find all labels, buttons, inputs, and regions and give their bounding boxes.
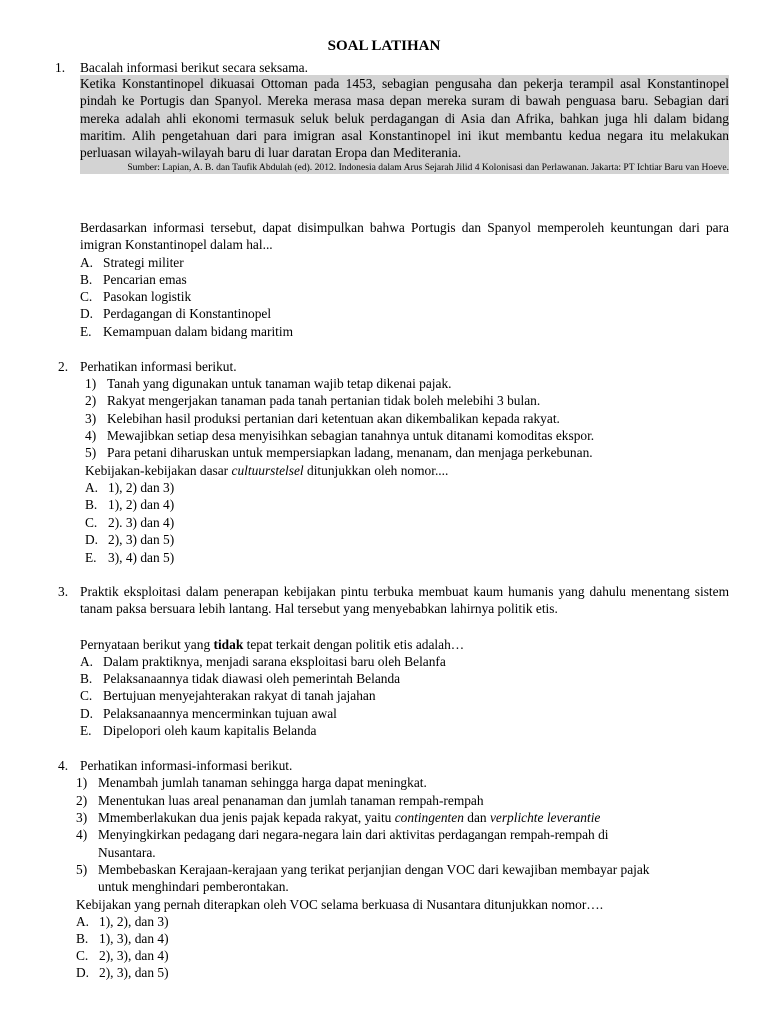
item-text: Tanah yang digunakan untuk tanaman wajib tetap dikenai pajak. <box>107 376 452 391</box>
q2-option-e[interactable] <box>85 549 174 566</box>
option-text: Dipelopori oleh kaum kapitalis Belanda <box>103 723 317 738</box>
item-text-pre: Mmemberlakukan dua jenis pajak kepada rakyat, yaitu <box>98 810 395 825</box>
option-text: 2). 3) dan 4) <box>108 515 175 530</box>
q2-number: 2. <box>58 359 69 374</box>
option-letter: A. <box>80 255 94 270</box>
q1-passage: Ketika Konstantinopel dikuasai Ottoman pada 1453, sebagian pengusaha dan pekerja terampil asal Konstantinopel pindah ke Portugis dan Spanyol. Mereka merasa masa depan mereka suram di bawah penguasa baru. Sebagian dari mereka adalah ahli ekonomi termasuk seluk beluk perdagangan di Asia dan Afrika, bahkan juga hli dalam bidang maritim. Alih pengetahuan dari para imigran asal Konstantinopel ini ikut membantu kedua negara itu melakukan perluasan wilayah-wilayah baru di luar daratan Eropa dan Mediterania. <box>80 76 729 161</box>
q4-option-b[interactable] <box>76 930 169 947</box>
option-letter: C. <box>85 515 98 530</box>
option-letter: A. <box>85 480 99 495</box>
option-letter: C. <box>80 289 93 304</box>
q2-option-b[interactable] <box>85 496 174 513</box>
item-term-1: contingenten <box>394 810 464 825</box>
q2-item-1 <box>85 375 452 392</box>
item-text: Membebaskan Kerajaan-kerajaan yang terikat perjanjian dengan VOC dari kewajiban membayar pajak <box>98 862 650 877</box>
q4-option-d[interactable] <box>76 964 169 981</box>
item-number: 4) <box>85 428 97 443</box>
q4-item-5 <box>76 861 650 878</box>
q4-question: Kebijakan yang pernah diterapkan oleh VOC selama berkuasa di Nusantara ditunjukkan nomor…. <box>76 897 604 912</box>
item-text-mid: dan <box>463 810 490 825</box>
option-text: 1), 2), dan 3) <box>99 914 169 929</box>
option-letter: D. <box>80 706 94 721</box>
q1-option-e[interactable] <box>80 323 293 340</box>
item-number: 4) <box>76 827 88 842</box>
option-letter: E. <box>80 324 92 339</box>
q2-question-post: ditunjukkan oleh nomor.... <box>303 463 449 478</box>
q2-item-2 <box>85 392 540 409</box>
q4-item-4 <box>76 826 609 843</box>
option-text: Pencarian emas <box>103 272 187 287</box>
option-text: Strategi militer <box>103 255 184 270</box>
option-text: Pelaksanaannya mencerminkan tujuan awal <box>103 706 337 721</box>
option-letter: E. <box>80 723 92 738</box>
q1-question: Berdasarkan informasi tersebut, dapat disimpulkan bahwa Portugis dan Spanyol memperoleh keuntungan dari para imigran Konstantinopel dalam hal... <box>80 220 729 253</box>
item-text: Menambah jumlah tanaman sehingga harga dapat meningkat. <box>98 775 427 790</box>
item-text: Rakyat mengerjakan tanaman pada tanah pertanian tidak boleh melebihi 3 bulan. <box>107 393 541 408</box>
q1-option-c[interactable] <box>80 288 191 305</box>
item-term-2: verplichte leverantie <box>489 810 601 825</box>
option-text: 2), 3), dan 5) <box>99 965 169 980</box>
item-text: Menentukan luas areal penanaman dan jumlah tanaman rempah-rempah <box>98 793 484 808</box>
q3-question-emphasis: tidak <box>213 637 244 652</box>
item-text: Menyingkirkan pedagang dari negara-negara lain dari aktivitas perdagangan rempah-rempah di <box>98 827 609 842</box>
q3-statement: Praktik eksploitasi dalam penerapan kebijakan pintu terbuka membuat kaum humanis yang dahulu menentang sistem tanam paksa bersuara lebih lantang. Hal tersebut yang menyebabkan lahirnya politik etis. <box>80 584 729 617</box>
q1-instruction: Bacalah informasi berikut secara seksama. <box>80 60 308 75</box>
q4-item-5-cont: untuk menghindari pemberontakan. <box>98 879 289 894</box>
page-title: SOAL LATIHAN <box>327 38 441 54</box>
q2-item-4 <box>85 427 594 444</box>
q2-question <box>85 462 448 479</box>
option-letter: E. <box>85 550 97 565</box>
item-text: Mewajibkan setiap desa menyisihkan sebagian tanahnya untuk ditanami komoditas ekspor. <box>107 428 595 443</box>
option-text: Perdagangan di Konstantinopel <box>103 306 272 321</box>
option-letter: D. <box>85 532 99 547</box>
item-number: 5) <box>85 445 97 460</box>
option-letter: B. <box>85 497 98 512</box>
option-text: Kemampuan dalam bidang maritim <box>103 324 294 339</box>
q2-option-a[interactable] <box>85 479 174 496</box>
option-letter: D. <box>80 306 94 321</box>
q2-question-pre: Kebijakan-kebijakan dasar <box>85 463 232 478</box>
item-number: 2) <box>76 793 88 808</box>
q1-option-b[interactable] <box>80 271 187 288</box>
item-number: 3) <box>76 810 88 825</box>
q1-option-d[interactable] <box>80 305 271 322</box>
option-text: 2), 3) dan 5) <box>108 532 175 547</box>
item-number: 1) <box>76 775 88 790</box>
q1-option-a[interactable] <box>80 254 184 271</box>
q3-option-e[interactable] <box>80 722 316 739</box>
option-text: Pasokan logistik <box>103 289 192 304</box>
option-letter: B. <box>76 931 89 946</box>
item-number: 5) <box>76 862 88 877</box>
q4-item-3 <box>76 809 600 826</box>
q1-source: Sumber: Lapian, A. B. dan Taufik Abdulah (ed). 2012. Indonesia dalam Arus Sejarah Jilid 4 Kolonisasi dan Perlawanan. Jakarta: PT Ichtiar Baru van Hoeve. <box>127 162 729 174</box>
q2-item-5 <box>85 444 593 461</box>
q3-option-b[interactable] <box>80 670 400 687</box>
q4-item-4-cont: Nusantara. <box>98 845 156 860</box>
option-text: Pelaksanaannya tidak diawasi oleh pemerintah Belanda <box>103 671 401 686</box>
item-text: Para petani diharuskan untuk mempersiapkan ladang, menanam, dan menjaga perkebunan. <box>107 445 593 460</box>
q3-option-d[interactable] <box>80 705 337 722</box>
q4-option-a[interactable] <box>76 913 169 930</box>
option-letter: C. <box>76 948 89 963</box>
q2-option-c[interactable] <box>85 514 174 531</box>
option-letter: A. <box>76 914 90 929</box>
q1-passage-box <box>80 75 729 174</box>
q2-question-term: cultuurstelsel <box>231 463 304 478</box>
option-text: 1), 3), dan 4) <box>99 931 169 946</box>
q3-question-pre: Pernyataan berikut yang <box>80 637 214 652</box>
q2-instruction: Perhatikan informasi berikut. <box>80 359 237 374</box>
option-letter: B. <box>80 272 93 287</box>
q2-item-3 <box>85 410 560 427</box>
option-text: Bertujuan menyejahterakan rakyat di tanah jajahan <box>103 688 376 703</box>
q4-instruction: Perhatikan informasi-informasi berikut. <box>80 758 293 773</box>
q4-item-1 <box>76 774 427 791</box>
q4-number: 4. <box>58 758 69 773</box>
q3-number: 3. <box>58 584 69 599</box>
option-letter: A. <box>80 654 94 669</box>
option-letter: C. <box>80 688 93 703</box>
q4-item-2 <box>76 792 484 809</box>
item-number: 1) <box>85 376 97 391</box>
q3-option-c[interactable] <box>80 687 376 704</box>
q3-option-a[interactable] <box>80 653 446 670</box>
option-letter: D. <box>76 965 90 980</box>
option-text: 1), 2) dan 4) <box>108 497 175 512</box>
option-text: 2), 3), dan 4) <box>99 948 169 963</box>
q2-option-d[interactable] <box>85 531 174 548</box>
item-number: 3) <box>85 411 97 426</box>
q3-question <box>80 636 464 653</box>
q4-option-c[interactable] <box>76 947 169 964</box>
item-text: Kelebihan hasil produksi pertanian dari ketentuan akan dikembalikan kepada rakyat. <box>107 411 560 426</box>
option-text: 1), 2) dan 3) <box>108 480 175 495</box>
q1-number: 1. <box>55 60 66 75</box>
option-text: Dalam praktiknya, menjadi sarana eksploitasi baru oleh Belanfa <box>103 654 446 669</box>
option-letter: B. <box>80 671 93 686</box>
q3-question-post: tepat terkait dengan politik etis adalah… <box>243 637 465 652</box>
option-text: 3), 4) dan 5) <box>108 550 175 565</box>
item-number: 2) <box>85 393 97 408</box>
